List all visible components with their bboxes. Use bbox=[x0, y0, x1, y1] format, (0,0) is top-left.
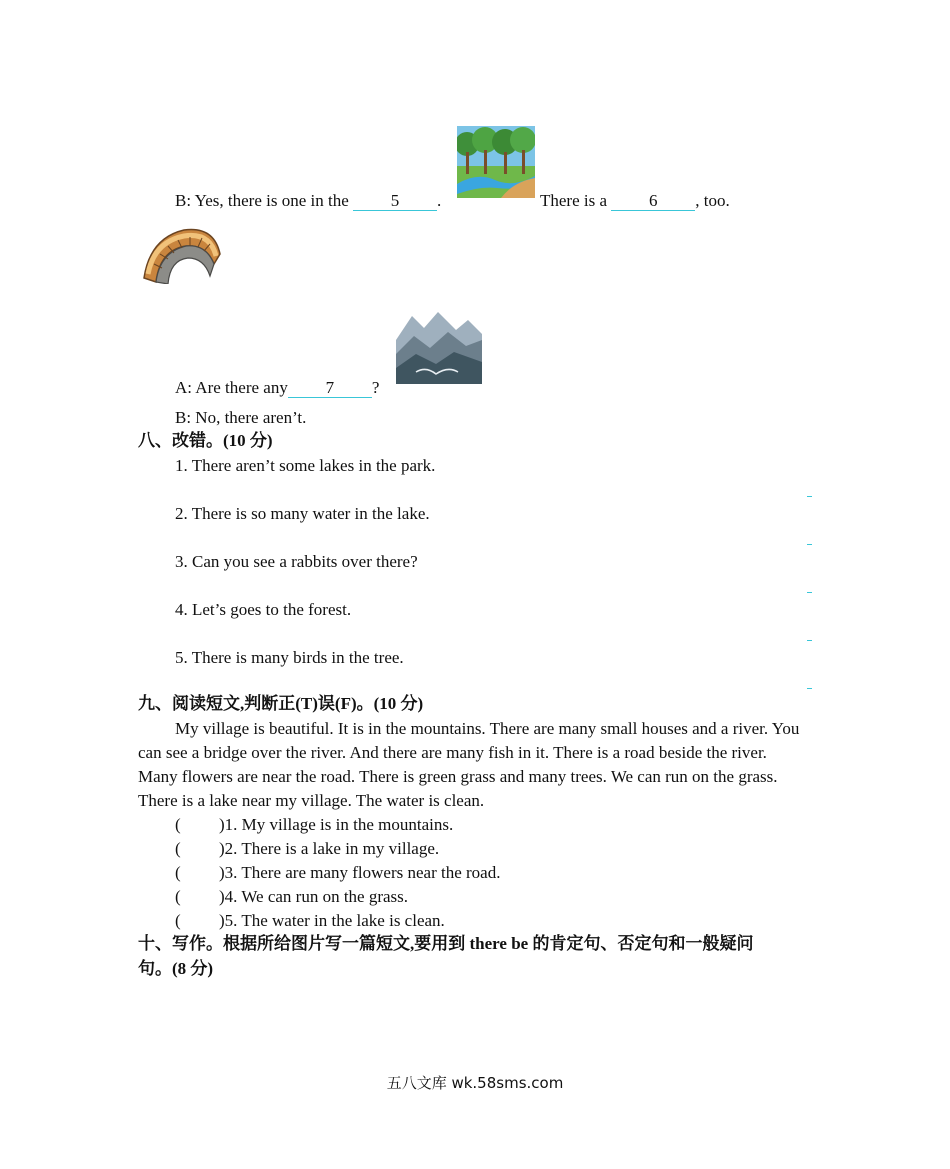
page-footer: 五八文库 wk.58sms.com bbox=[386, 1074, 564, 1092]
answer-paren[interactable]: ( bbox=[175, 887, 181, 906]
sentence-text: , too. bbox=[695, 191, 730, 210]
question-text: )5. The water in the lake is clean. bbox=[219, 911, 445, 930]
section-8-heading: 八、改错。(10 分) bbox=[138, 431, 273, 450]
sentence-text: There is a bbox=[540, 191, 612, 210]
answer-marker bbox=[807, 496, 812, 497]
answer-marker bbox=[807, 640, 812, 641]
question-text: )3. There are many flowers near the road. bbox=[219, 863, 501, 882]
section-10-heading: 十、写作。根据所给图片写一篇短文,要用到 there be 的肯定句、否定句和一般疑问 bbox=[138, 934, 754, 953]
answer-b-line-2: B: No, there aren’t. bbox=[175, 408, 307, 427]
answer-paren[interactable]: ( bbox=[175, 839, 181, 858]
section-9-heading: 九、阅读短文,判断正(T)误(F)。(10 分) bbox=[138, 694, 424, 713]
blank-7[interactable]: 7 bbox=[288, 379, 372, 398]
error-item-4: 4. Let’s goes to the forest. bbox=[175, 600, 352, 619]
sentence-text: . bbox=[437, 191, 442, 210]
sentence-text: A: Are there any bbox=[175, 378, 288, 397]
reading-passage: My village is beautiful. It is in the mountains. There are many small houses and a river. You can see a bridge over the river. And there are many fish in it. There is a road beside the river. Many flowers are near the road. There is green grass and many trees. We can run on the grass. There is a lake near my village. The water is clean. bbox=[138, 719, 800, 810]
answer-marker bbox=[807, 688, 812, 689]
blank-6[interactable]: 6 bbox=[611, 192, 695, 211]
answer-marker bbox=[807, 544, 812, 545]
judge-question-2 bbox=[175, 838, 439, 860]
answer-paren[interactable]: ( bbox=[175, 863, 181, 882]
question-text: )2. There is a lake in my village. bbox=[219, 839, 440, 858]
answer-paren[interactable]: ( bbox=[175, 911, 181, 930]
judge-question-1 bbox=[175, 814, 453, 836]
question-a-line bbox=[175, 377, 379, 399]
answer-b-line-1 bbox=[175, 190, 441, 212]
error-item-1: 1. There aren’t some lakes in the park. bbox=[175, 456, 436, 475]
error-item-5: 5. There is many birds in the tree. bbox=[175, 648, 404, 667]
blank-5[interactable]: 5 bbox=[353, 192, 437, 211]
question-text: )4. We can run on the grass. bbox=[219, 887, 409, 906]
park-image bbox=[457, 126, 535, 198]
judge-question-5 bbox=[175, 910, 445, 932]
sentence-text: ? bbox=[371, 378, 380, 397]
judge-question-4 bbox=[175, 886, 408, 908]
bridge-image bbox=[140, 224, 222, 284]
error-item-2: 2. There is so many water in the lake. bbox=[175, 504, 430, 523]
mountains-image bbox=[396, 310, 482, 384]
judge-question-3 bbox=[175, 862, 500, 884]
answer-b-line-1b bbox=[540, 190, 730, 212]
answer-paren[interactable]: ( bbox=[175, 815, 181, 834]
section-10-heading-cont: 句。(8 分) bbox=[138, 959, 214, 978]
answer-marker bbox=[807, 592, 812, 593]
sentence-text: B: Yes, there is one in the bbox=[175, 191, 354, 210]
question-text: )1. My village is in the mountains. bbox=[219, 815, 454, 834]
error-item-3: 3. Can you see a rabbits over there? bbox=[175, 552, 418, 571]
